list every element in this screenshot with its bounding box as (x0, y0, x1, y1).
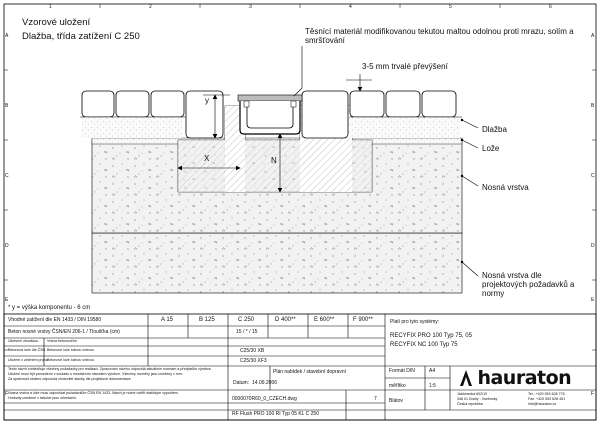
date-value: 14.09.2006 (252, 380, 278, 386)
border-col-mark: 1 (49, 4, 52, 10)
concrete-label: Beton nosné vrstvy ČSN/EN 206-1 / Tloušťka (cm) (8, 329, 120, 335)
border-col-mark: 5 (449, 4, 452, 10)
paving-stones-right (302, 91, 460, 138)
file-name: 0000070R60_0_CZECH.dwg (232, 396, 297, 402)
sheet-label: Blátov (389, 398, 403, 404)
drawing-subtitle: Dlažba, třída zatížení C 250 (22, 31, 140, 42)
callout-overlap: 3-5 mm trvalé převýšení (362, 62, 448, 71)
note-line: Uložení musí být provedeno v souladu s montážním návodem výrobce. Všechny rozměry jsou uvedeny v mm. (8, 372, 183, 376)
company-address: Jablonecká 602/10 (457, 392, 488, 396)
row-value: C25/30 XB (240, 348, 265, 354)
company-contact: info@hauraton.cz (528, 402, 557, 406)
border-row-mark: C (5, 173, 9, 179)
row-value: C25/30 XF3 (240, 358, 267, 364)
row-sub: Betonové lože ložnou vrstvou (47, 358, 94, 362)
row-label: Betonová lože dle ČSN (8, 348, 46, 352)
company-contact: Fax: +420 553 628 451 (528, 397, 566, 401)
border-row-mark: B (5, 103, 9, 109)
scale-value: 1:5 (429, 383, 436, 389)
border-row-mark: A (591, 33, 595, 39)
border-row-mark: D (5, 243, 9, 249)
border-row-mark: A (5, 33, 9, 39)
load-class-a15: A 15 (161, 317, 174, 323)
concrete-thickness: 15 / * / 15 (236, 329, 258, 335)
row-label: Uložení v zeleném pruhu (8, 358, 48, 362)
paving-stones-left (82, 91, 223, 138)
border-row-mark: B (591, 103, 595, 109)
callout-sealing-material: Těsnící materiál modifikovanou tekutou maltou odolnou proti mrazu, solím a smršťování (305, 27, 574, 46)
callout-subbase: Nosná vrstva dle projektových požadavků a normy (482, 271, 575, 299)
dimension-y: y (205, 96, 209, 105)
footnote: * y = výška komponentu - 6 cm (8, 305, 91, 311)
scale-label: měřítko (389, 383, 406, 389)
note-line: Tento návrh zohledňuje všechny požadavky pro realizaci. Zpracování návrhu odpovídá aktuálním normám a předpisům výrobce. (8, 367, 212, 371)
product-reference: RF Flush PRO 100 RI Typ 05 KL C 250 (232, 411, 319, 417)
callout-base-layer: Nosná vrstva (482, 183, 529, 192)
border-col-mark: 4 (349, 4, 352, 10)
border-row-mark: F (5, 391, 9, 397)
company-logo (459, 369, 571, 388)
border-col-mark: 6 (549, 4, 552, 10)
plan-label: Plán nabídek / stavební dopravní (273, 369, 347, 375)
load-class-d400: D 400** (275, 317, 296, 323)
border-row-mark: E (591, 297, 595, 303)
load-class-f900: F 900** (353, 317, 374, 323)
company-address: Česká republika (457, 402, 483, 406)
note-line: Nosná vrstva a lože musí odpovídat požadavkům ČSN EN 1433. Návrh je nutné ověřit statickým výpočtem. (8, 391, 179, 395)
load-class-e600: E 600** (314, 317, 335, 323)
products-header: Platí pro tyto systémy: (390, 319, 440, 325)
border-col-mark: 3 (249, 4, 252, 10)
row-sub: Vrstva betonového (47, 339, 77, 343)
border-row-mark: D (591, 243, 595, 249)
callout-paving: Dlažba (482, 125, 507, 134)
format-value: A4 (429, 368, 436, 374)
logo-mark-icon (459, 369, 473, 387)
load-class-c250: C 250 (238, 317, 255, 323)
note-line: Hodnoty uvedené v tabulce jsou orientační. (8, 396, 77, 400)
product-line: RECYFIX PRO 100 Typ 75, 05 (390, 333, 472, 339)
drawing-title: Vzorové uložení (22, 17, 91, 28)
border-row-mark: E (5, 297, 9, 303)
row-sub: Betonové lože ložnou vrstvou (47, 348, 94, 352)
dimension-n: N (271, 156, 277, 165)
company-address: 346 01 Drahy - Vsetínský (457, 397, 498, 401)
note-line: Za správnost uložení odpovídá zhotovitel stavby dle projektové dokumentace. (8, 377, 132, 381)
subbase-layer (92, 233, 462, 293)
date-label: Datum: (233, 380, 250, 386)
dimension-x: X (204, 154, 210, 163)
grate (238, 95, 302, 101)
norm-text: Vhodné zatížení dle EN 1433 / DIN 19580 (8, 317, 102, 323)
product-line: RECYFIX NC 100 Typ 75 (390, 342, 458, 348)
border-row-mark: F (591, 391, 595, 397)
border-row-mark: C (591, 173, 595, 179)
row-label: Ukotvení zkouškou (8, 339, 39, 343)
company-contact: Tel.: +420 553 628 776 (528, 392, 565, 396)
format-label: Formát DIN (389, 368, 415, 374)
drainage-channel (238, 95, 302, 134)
logo-text: hauraton (477, 367, 572, 389)
load-class-b125: B 125 (199, 317, 215, 323)
plan-value: 7 (374, 396, 377, 402)
border-col-mark: 2 (149, 4, 152, 10)
callout-bed: Lože (482, 144, 500, 153)
